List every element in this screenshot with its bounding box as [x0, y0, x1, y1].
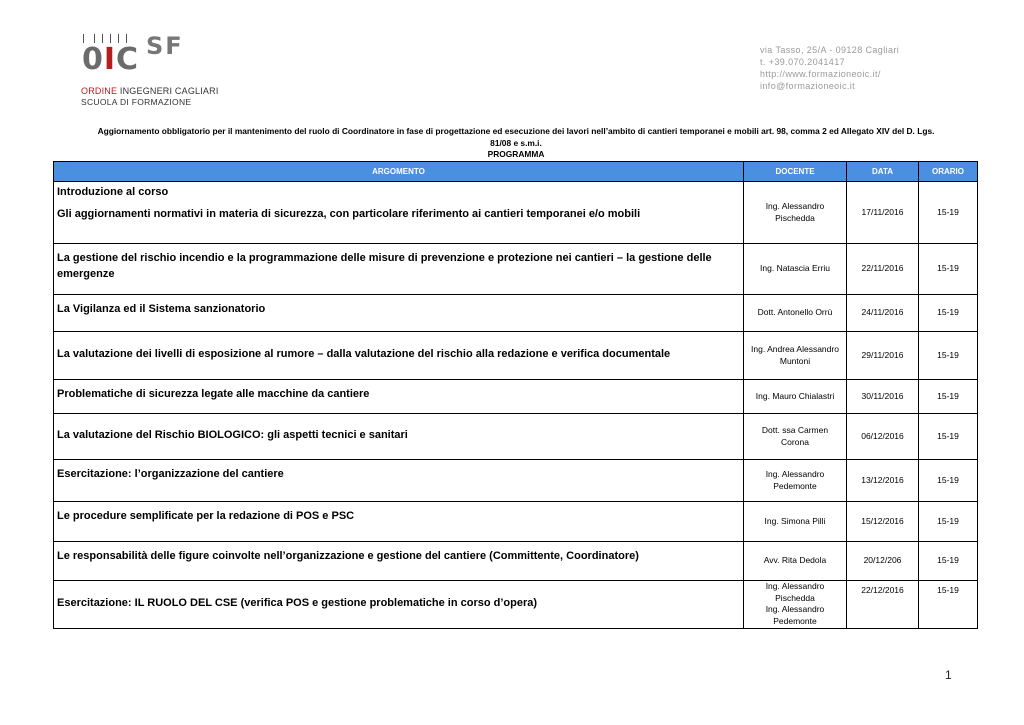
title-line-3: PROGRAMMA — [487, 149, 545, 159]
cell-topic — [54, 502, 744, 542]
table-row — [54, 460, 978, 502]
topic-text: La valutazione dei livelli di esposizione al rumore – dalla valutazione del rischio alla redazione e verifica documentale — [57, 347, 671, 360]
cell-teacher — [744, 581, 847, 629]
logo-org-rest: INGEGNERI CAGLIARI — [117, 86, 219, 96]
table-row — [54, 581, 978, 629]
cell-topic — [54, 581, 744, 629]
address-street: via Tasso, 25/A - 09128 Cagliari — [760, 45, 900, 55]
teacher-name: Pedemonte — [773, 615, 817, 626]
header-date: DATA — [847, 162, 919, 182]
address-email[interactable]: info@formazioneoic.it — [760, 81, 856, 91]
teacher-name: Ing. Andrea Alessandro — [751, 344, 839, 354]
document-title — [80, 126, 952, 161]
table-row — [54, 244, 978, 295]
program-table — [53, 161, 978, 629]
cell-topic — [54, 460, 744, 502]
cell-time: 15-19 — [919, 244, 978, 295]
cell-teacher — [744, 542, 847, 581]
logo-org-red: ORDINE — [81, 86, 118, 96]
page-number: 1 — [945, 668, 952, 682]
cell-topic — [54, 380, 744, 414]
topic-text: Problematiche di sicurezza legate alle macchine da cantiere — [57, 388, 370, 400]
table-row — [54, 380, 978, 414]
teacher-name: Ing. Alessandro — [765, 201, 825, 211]
cell-topic — [54, 244, 744, 295]
cell-teacher — [744, 244, 847, 295]
logo-org-name — [81, 86, 219, 96]
cell-topic — [54, 332, 744, 380]
table-row — [54, 414, 978, 460]
cell-date: 20/12/206 — [847, 542, 919, 581]
teacher-name: Pischedda — [775, 212, 815, 223]
teacher-name: Pedemonte — [773, 480, 817, 491]
cell-topic — [54, 542, 744, 581]
cell-date: 22/11/2016 — [847, 244, 919, 295]
table-row — [54, 295, 978, 332]
teacher-name: Ing. Mauro Chialastri — [755, 390, 835, 401]
cell-topic — [54, 295, 744, 332]
topic-text: Le procedure semplificate per la redazione di POS e PSC — [57, 510, 355, 522]
address-website[interactable]: http://www.formazioneoic.it/ — [760, 69, 881, 79]
cell-time: 15-19 — [919, 460, 978, 502]
cell-teacher — [744, 182, 847, 244]
cell-date: 06/12/2016 — [847, 414, 919, 460]
cell-time: 15-19 — [919, 414, 978, 460]
teacher-name: Ing. Alessandro — [765, 469, 825, 479]
address-phone: t. +39.070.2041417 — [760, 57, 846, 67]
table-body — [54, 182, 978, 629]
cell-time: 15-19 — [919, 380, 978, 414]
cell-teacher — [744, 460, 847, 502]
table-row — [54, 332, 978, 380]
topic-text: La valutazione del Rischio BIOLOGICO: gli aspetti tecnici e sanitari — [57, 428, 408, 441]
table-row — [54, 182, 978, 244]
teacher-name: Pischedda — [775, 592, 815, 603]
table-row — [54, 542, 978, 581]
cell-time: 15-19 — [919, 502, 978, 542]
teacher-name: Avv. Rita Dedola — [763, 555, 827, 566]
cell-topic — [54, 182, 744, 244]
logo-mark-part: 0 — [82, 42, 104, 77]
topic-text: Introduzione al corso — [57, 186, 169, 198]
cell-time: 15-19 — [919, 332, 978, 380]
table-row — [54, 502, 978, 542]
cell-teacher — [744, 380, 847, 414]
topic-text: Gli aggiornamenti normativi in materia di sicurezza, con particolare riferimento ai cantieri temporanei e/o mobili — [57, 208, 641, 220]
header-time: ORARIO — [919, 162, 978, 182]
header-topic: ARGOMENTO — [54, 162, 744, 182]
logo-mark-part: I — [103, 42, 117, 77]
cell-date: 24/11/2016 — [847, 295, 919, 332]
teacher-name: Ing. Natascia Erriu — [760, 263, 830, 274]
topic-text: Le responsabilità delle figure coinvolte nell’organizzazione e gestione del cantiere (Committente, Coordinatore) — [57, 550, 639, 562]
cell-date: 17/11/2016 — [847, 182, 919, 244]
contact-address — [760, 44, 899, 92]
title-line-2: 81/08 e s.m.i. — [490, 137, 542, 148]
header-teacher: DOCENTE — [744, 162, 847, 182]
cell-date: 30/11/2016 — [847, 380, 919, 414]
table-header-row — [54, 162, 978, 182]
topic-text: La Vigilanza ed il Sistema sanzionatorio — [57, 303, 266, 315]
topic-text: Esercitazione: l’organizzazione del cantiere — [57, 468, 284, 480]
logo-sf: SF — [146, 32, 184, 60]
cell-teacher — [744, 502, 847, 542]
logo-mark-part: C — [116, 42, 140, 77]
teacher-name: Muntoni — [779, 355, 811, 366]
cell-teacher — [744, 295, 847, 332]
cell-time: 15-19 — [919, 542, 978, 581]
logo-mark — [82, 44, 139, 76]
teacher-name: Ing. Alessandro — [765, 604, 825, 614]
title-line-1: Aggiornamento obbligatorio per il mantenimento del ruolo di Coordinatore in fase di progettazione ed esecuzione dei lavori nell’ambito di cantieri temporanei e mobili art. 98, comma 2 ed Allegato XIV del D. Lgs. — [97, 126, 935, 136]
teacher-name: Ing. Simona Pilli — [764, 515, 826, 526]
cell-teacher — [744, 414, 847, 460]
cell-topic — [54, 414, 744, 460]
cell-date: 22/12/2016 — [847, 581, 919, 629]
cell-time: 15-19 — [919, 295, 978, 332]
teacher-name: Ing. Alessandro — [765, 581, 825, 591]
logo-school-name: SCUOLA DI FORMAZIONE — [81, 97, 192, 107]
cell-date: 15/12/2016 — [847, 502, 919, 542]
teacher-name: Dott. ssa Carmen — [761, 425, 829, 435]
topic-text: La gestione del rischio incendio e la programmazione delle misure di prevenzione e protezione nei cantieri – la gestione delle emergenze — [57, 252, 712, 280]
cell-date: 13/12/2016 — [847, 460, 919, 502]
teacher-name: Corona — [781, 436, 809, 447]
cell-time: 15-19 — [919, 581, 978, 629]
teacher-name: Dott. Antonello Orrù — [757, 307, 833, 318]
cell-teacher — [744, 332, 847, 380]
cell-date: 29/11/2016 — [847, 332, 919, 380]
organization-logo — [80, 34, 240, 106]
topic-text: Esercitazione: IL RUOLO DEL CSE (verifica POS e gestione problematiche in corso d’opera) — [57, 596, 538, 609]
cell-time: 15-19 — [919, 182, 978, 244]
